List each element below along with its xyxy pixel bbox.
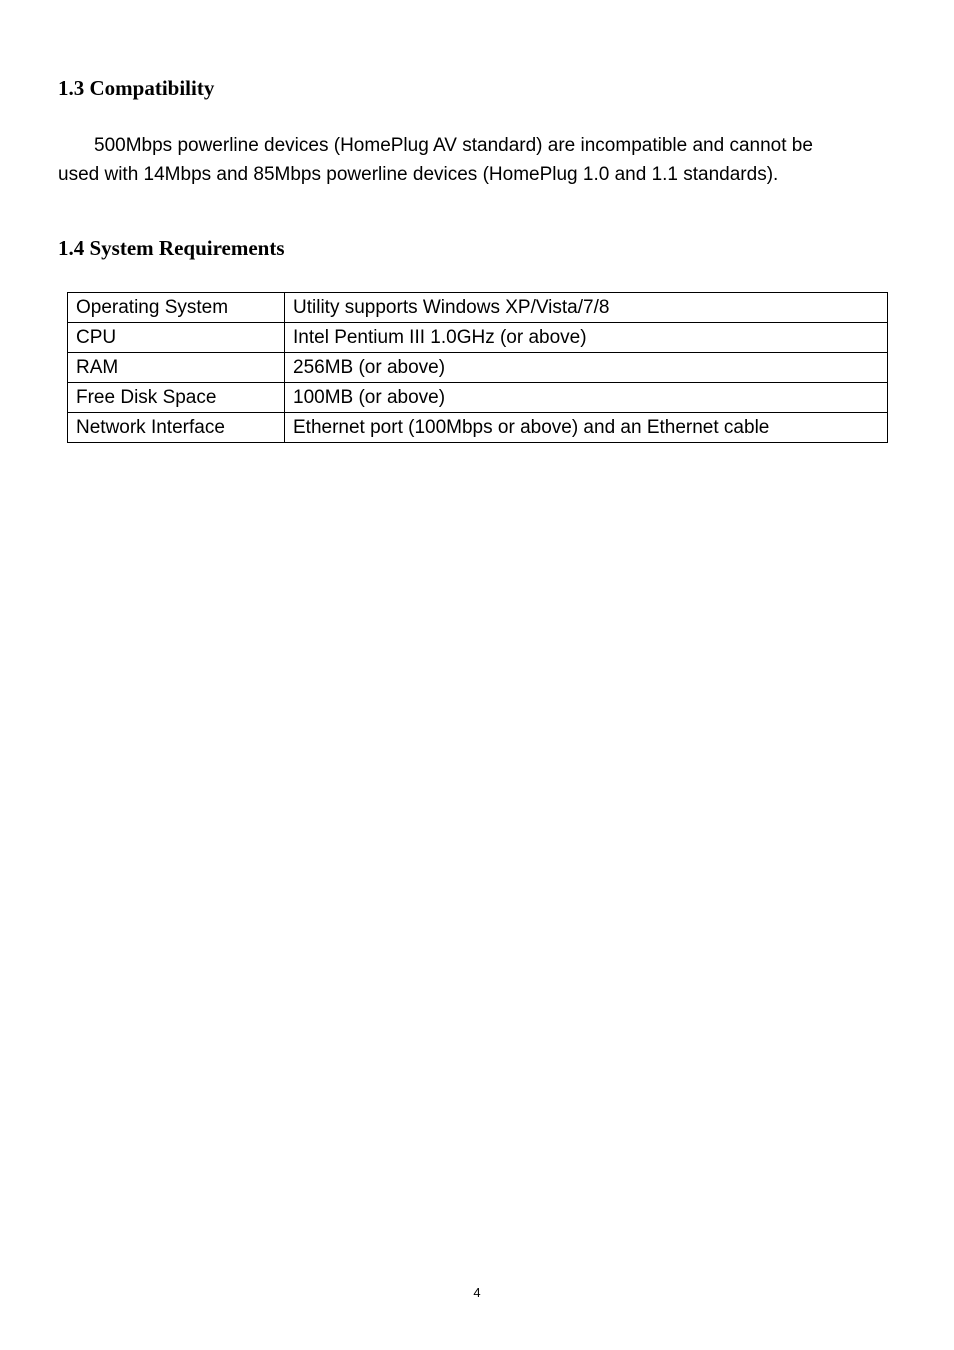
requirement-value: Intel Pentium III 1.0GHz (or above): [285, 323, 888, 353]
system-requirements-table: [67, 292, 888, 443]
compatibility-heading: 1.3 Compatibility: [58, 76, 215, 100]
requirement-label: RAM: [68, 353, 285, 383]
table-row: [68, 413, 888, 443]
page-number: 4: [473, 1285, 481, 1300]
paragraph-line: 500Mbps powerline devices (HomePlug AV standard) are incompatible and cannot be: [94, 135, 813, 156]
table-row: [68, 353, 888, 383]
requirement-label: CPU: [68, 323, 285, 353]
requirement-label: Free Disk Space: [68, 383, 285, 413]
system-requirements-heading: 1.4 System Requirements: [58, 236, 285, 260]
requirement-value: Utility supports Windows XP/Vista/7/8: [285, 293, 888, 323]
table-row: [68, 323, 888, 353]
table-row: [68, 383, 888, 413]
table-row: [68, 293, 888, 323]
requirement-value: 100MB (or above): [285, 383, 888, 413]
requirement-label: Network Interface: [68, 413, 285, 443]
compatibility-paragraph: [58, 131, 888, 189]
requirement-value: 256MB (or above): [285, 353, 888, 383]
requirement-label: Operating System: [68, 293, 285, 323]
requirement-value: Ethernet port (100Mbps or above) and an Ethernet cable: [285, 413, 888, 443]
paragraph-line: used with 14Mbps and 85Mbps powerline devices (HomePlug 1.0 and 1.1 standards).: [58, 164, 779, 185]
